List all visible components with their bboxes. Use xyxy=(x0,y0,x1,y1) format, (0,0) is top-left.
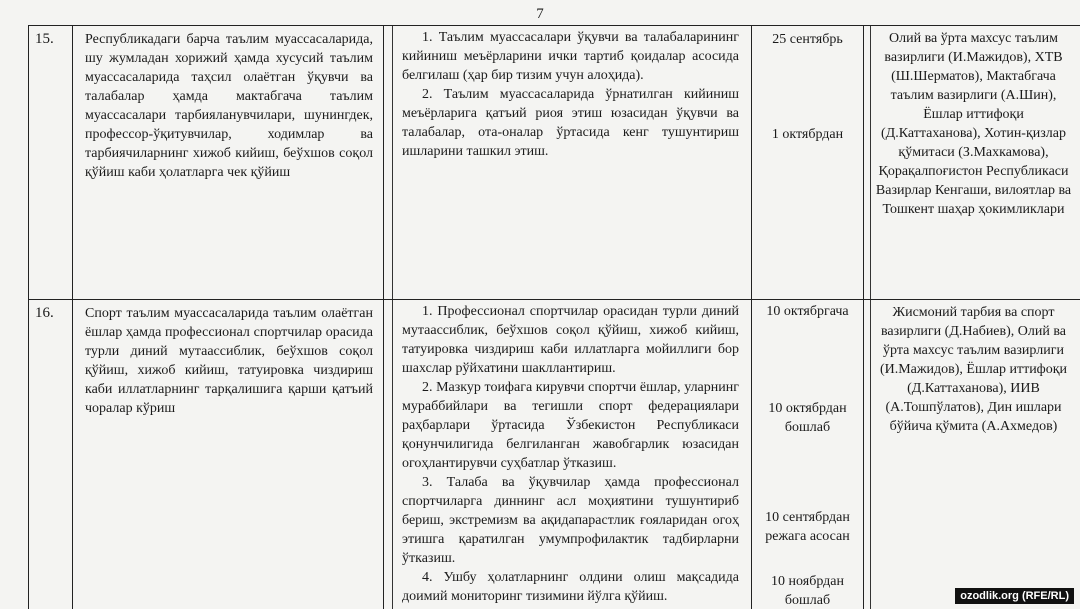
problem-text: Республикадаги барча таълим муассасаларида, шу жумладан хорижий ҳамда хусусий таълим муассасаларида таҳсил олаётган ўқувчи ва талабалар ҳамда мактабгача таълим муассасалари тарбияланувчилари, шунингдек, профессор-ўқитувчилар, ходимлар ва тарбиячиларнинг хижоб кийиш, беўхшов соқол қўйиш каби ҳолатларга чек қўйиш xyxy=(85,32,373,180)
source-watermark: ozodlik.org (RFE/RL) xyxy=(955,588,1074,604)
responsible-cell xyxy=(864,26,1080,299)
row-number: 15. xyxy=(35,31,54,47)
measure-item: 1. Профессионал спортчилар орасидан турли диний мутаассиблик, беўхшов соқол қўйиш, хижоб кийиш, татуировка чиздириш каби иллатларга мойиллиги бор шахслар рўйхатини шакллантириш. xyxy=(402,304,739,376)
deadline: 10 ноябрдан бошлаб xyxy=(771,574,844,608)
cell-divider xyxy=(392,300,393,609)
problem-text: Спорт таълим муассасаларида таълим олаётган ёшлар ҳамда профессионал спортчилар орасида турли диний мутаассиблик, беўхшов соқол қўйиш, хижоб кийиш, татуировка чиздириш каби иллатларнинг тарқалишига қарши қатъий чоралар кўриш xyxy=(85,306,373,416)
responsible-text: Жисмоний тарбия ва спорт вазирлиги (Д.Набиев), Олий ва ўрта махсус таълим вазирлиги (И.Мажидов), Ёшлар иттифоқи (Д.Каттаханова), ИИВ (А.Тошпўлатов), Дин ишлари бўйича қўмита (А.Ахмедов) xyxy=(879,305,1068,434)
deadline: 10 октябргача xyxy=(766,304,849,319)
page-number: 7 xyxy=(536,6,544,22)
measure-item: 2. Таълим муассасаларида ўрнатилган кийиниш меъёрларига қатъий риоя этиш юзасидан ўқувчи ва талабалар, ота-оналар ўртасида кенг тушунтириш ишларини ташкил этиш. xyxy=(402,87,739,159)
deadline: 10 октябрдан бошлаб xyxy=(768,401,847,435)
responsible-cell xyxy=(864,300,1080,609)
table-row xyxy=(29,26,1080,300)
cell-divider xyxy=(870,26,871,299)
row-number-cell xyxy=(29,26,73,299)
measure-item: 3. Талаба ва ўқувчилар ҳамда профессионал спортчиларга диннинг асл моҳиятини тушунтириб бериш, экстремизм ва ақидапарастлик ғояларидан огоҳ этишга қаратилган умумпрофилактик тадбирларни ўтказиш. xyxy=(402,475,739,566)
responsible-text: Олий ва ўрта махсус таълим вазирлиги (И.Мажидов), ХТВ (Ш.Шерматов), Мактабгача таълим вазирлиги (А.Шин), Ёшлар иттифоқи (Д.Каттаханова), Хотин-қизлар қўмитаси (З.Махкамова), Қорақалпоғистон Республикаси Вазирлар Кенгаши, вилоятлар ва Тошкент шаҳар ҳокимликлари xyxy=(875,31,1072,217)
date-cell xyxy=(752,26,864,299)
measure-item: 1. Таълим муассасалари ўқувчи ва талабаларининг кийиниш меъёрларини ички тартиб қоидалар асосида белгилаш (ҳар бир тизим учун алоҳида). xyxy=(402,30,739,83)
date-cell xyxy=(752,300,864,609)
cell-divider xyxy=(870,300,871,609)
measure-item: 4. Ушбу ҳолатларнинг олдини олиш мақсадида доимий мониторинг тизимини йўлга қўйиш. xyxy=(402,570,739,604)
measures-cell xyxy=(384,300,752,609)
cell-divider xyxy=(392,26,393,299)
deadline: 1 октябрдан xyxy=(771,127,844,142)
row-number: 16. xyxy=(35,305,54,321)
problem-cell xyxy=(73,26,384,299)
measures-table xyxy=(28,25,1080,609)
deadline: 25 сентябрь xyxy=(772,32,843,47)
row-number-cell xyxy=(29,300,73,609)
deadline: 10 сентябрдан режага асосан xyxy=(765,510,850,544)
table-row xyxy=(29,300,1080,609)
problem-cell xyxy=(73,300,384,609)
measure-item: 2. Мазкур тоифага кирувчи спортчи ёшлар, уларнинг мураббийлари ва тегишли спорт федерациялари раҳбарлари ўртасида Ўзбекистон Республикаси қонунчилигида белгиланган жавобгарлик юзасидан огоҳлантирувчи суҳбатлар ўтказиш. xyxy=(402,380,739,471)
measures-cell xyxy=(384,26,752,299)
